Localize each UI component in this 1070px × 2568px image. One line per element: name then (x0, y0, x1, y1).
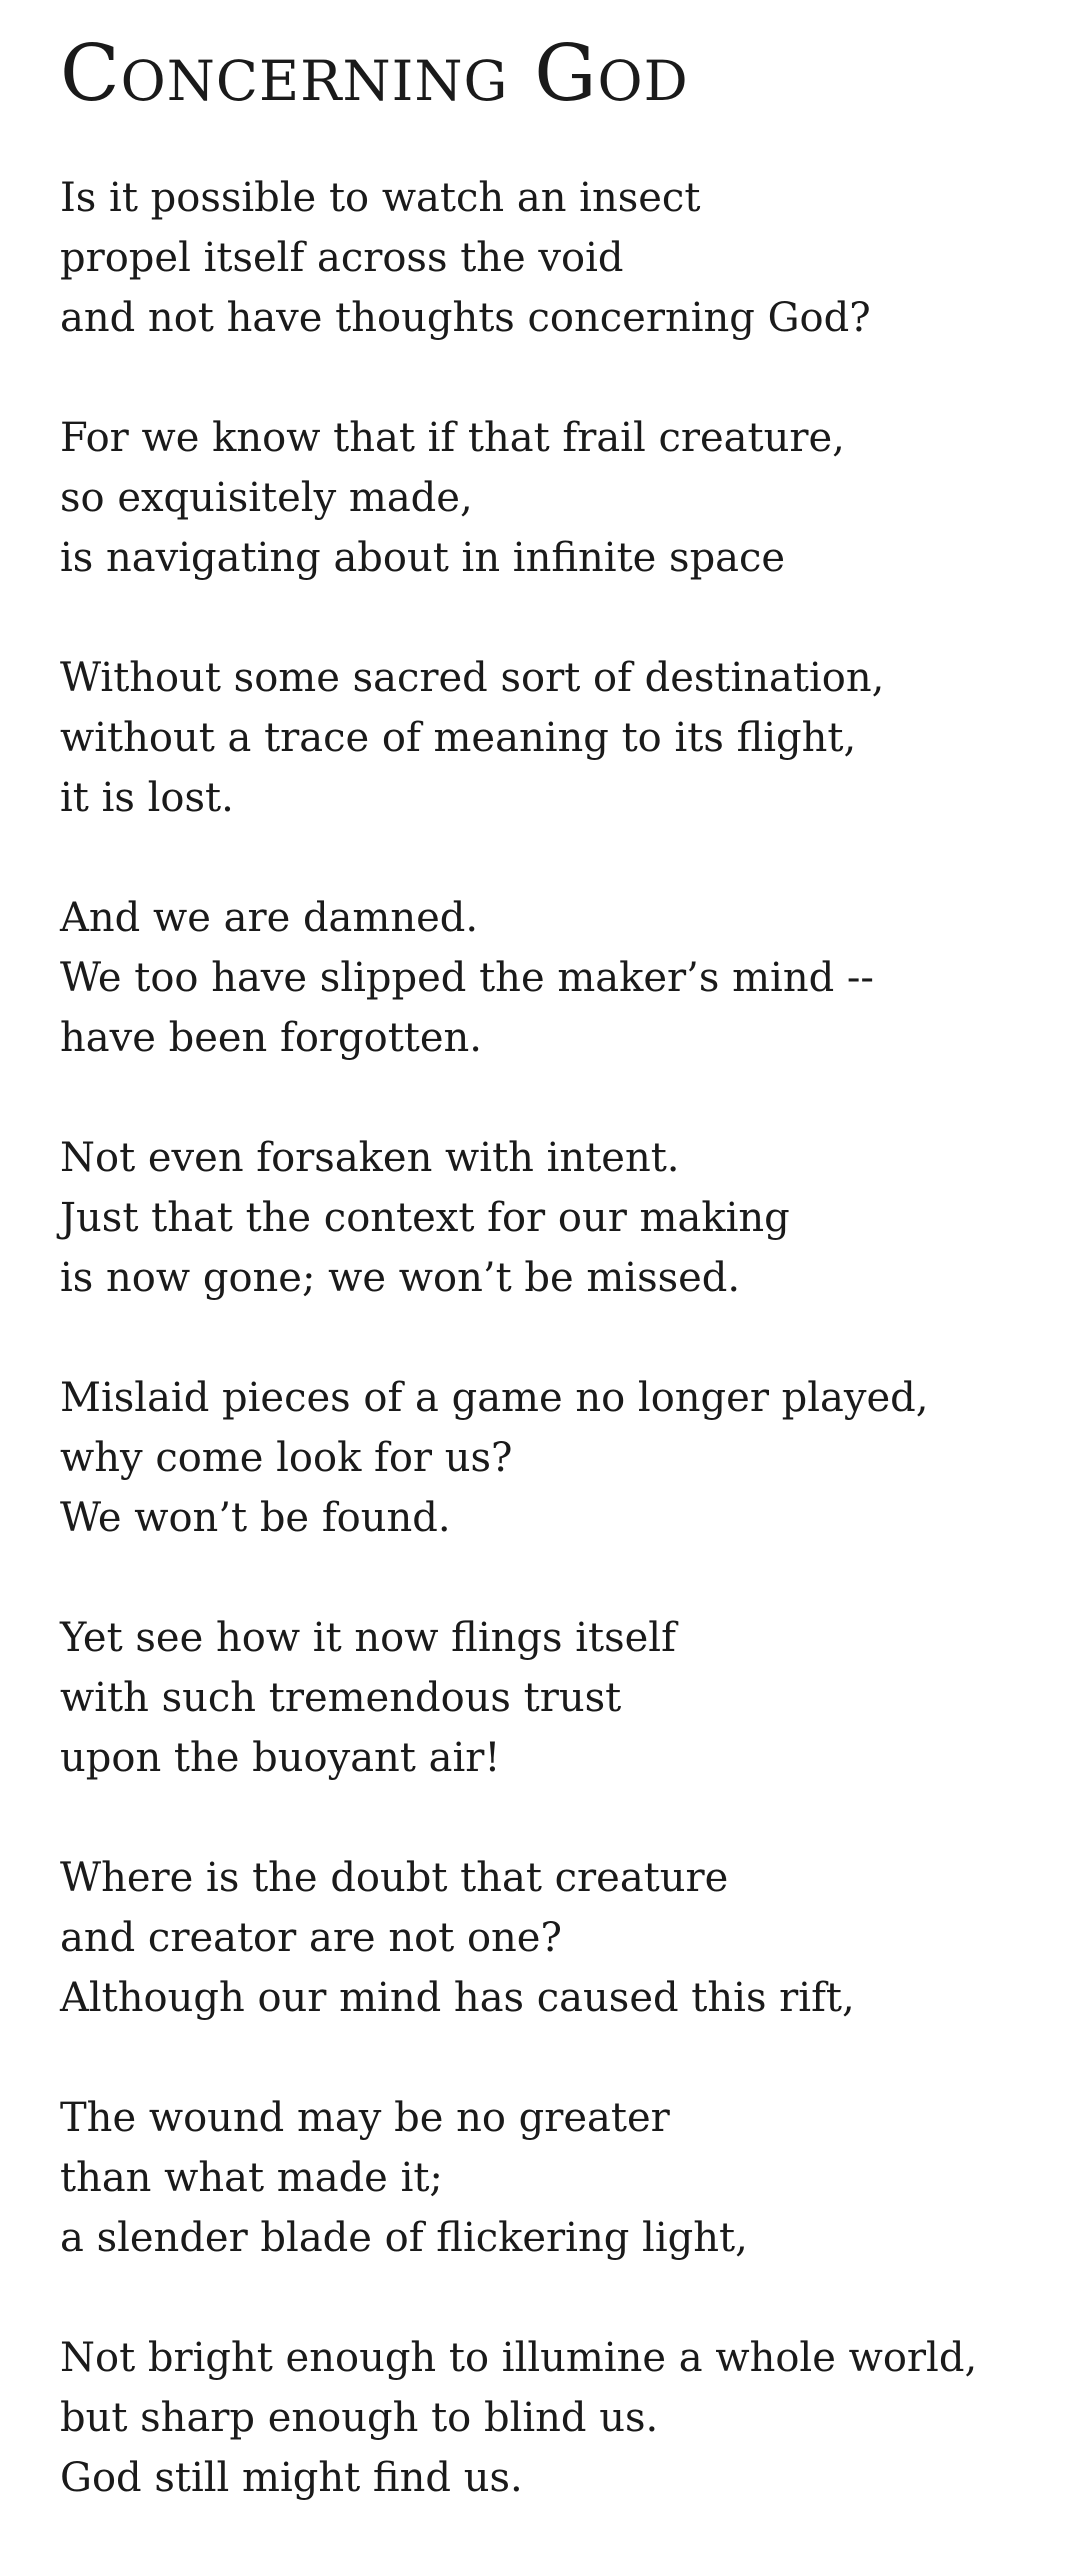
stanza-4 (60, 888, 1040, 1068)
stanza-1 (60, 168, 1040, 348)
poem-line: than what made it; (60, 2155, 443, 2201)
poem-line: and creator are not one? (60, 1915, 562, 1961)
poem-line: why come look for us? (60, 1435, 513, 1481)
poem-line: so exquisitely made, (60, 475, 473, 521)
poem-title: Concerning God (60, 29, 689, 119)
poem-line: but sharp enough to blind us. (60, 2395, 659, 2441)
stanza-9 (60, 2088, 1040, 2268)
poem-line: upon the buoyant air! (60, 1735, 501, 1781)
poem-line: a slender blade of flickering light, (60, 2215, 748, 2261)
poem-line: Mislaid pieces of a game no longer played, (60, 1375, 929, 1421)
stanza-8 (60, 1848, 1040, 2028)
poem-line: Just that the context for our making (60, 1195, 790, 1241)
poem-page (60, 24, 1040, 2568)
stanza-6 (60, 1368, 1040, 1548)
poem-line: Not even forsaken with intent. (60, 1135, 680, 1181)
poem-line: And we are damned. (60, 895, 479, 941)
poem-line: have been forgotten. (60, 1015, 483, 1061)
poem-line: Yet see how it now flings itself (60, 1615, 676, 1661)
poem-body (60, 168, 1040, 2508)
poem-line: We won’t be found. (60, 1495, 451, 1541)
poem-line: and not have thoughts concerning God? (60, 295, 871, 341)
poem-line: with such tremendous trust (60, 1675, 622, 1721)
stanza-10 (60, 2328, 1040, 2508)
poem-line: Without some sacred sort of destination, (60, 655, 885, 701)
poem-line: Not bright enough to illumine a whole world, (60, 2335, 978, 2381)
poem-line: it is lost. (60, 775, 234, 821)
poem-line: The wound may be no greater (60, 2095, 670, 2141)
poem-line: Although our mind has caused this rift, (60, 1975, 855, 2021)
stanza-2 (60, 408, 1040, 588)
poem-line: Is it possible to watch an insect (60, 175, 701, 221)
stanza-5 (60, 1128, 1040, 1308)
poem-line: God still might find us. (60, 2455, 523, 2501)
poem-line: propel itself across the void (60, 235, 624, 281)
stanza-3 (60, 648, 1040, 828)
poem-line: is now gone; we won’t be missed. (60, 1255, 741, 1301)
poem-line: For we know that if that frail creature, (60, 415, 845, 461)
stanza-7 (60, 1608, 1040, 1788)
poem-line: Where is the doubt that creature (60, 1855, 729, 1901)
poem-line: is navigating about in infinite space (60, 535, 786, 581)
poem-line: We too have slipped the maker’s mind -- (60, 955, 874, 1001)
poem-line: without a trace of meaning to its flight, (60, 715, 857, 761)
